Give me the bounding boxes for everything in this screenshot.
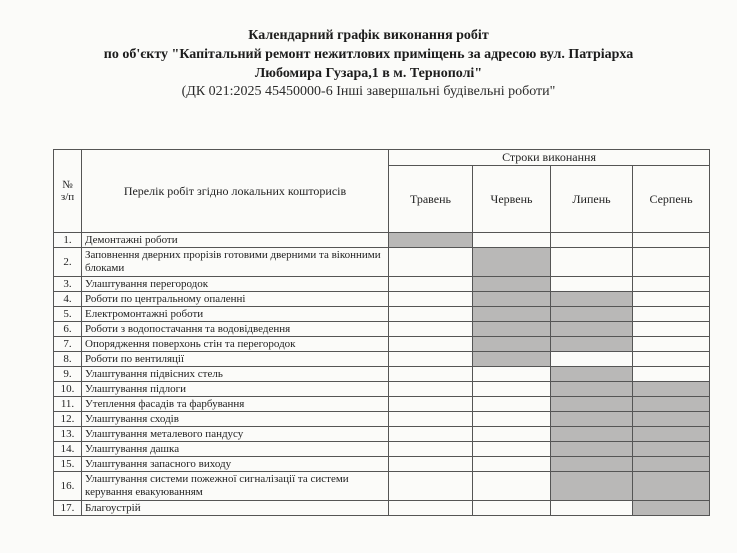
schedule-cell-august-active [633,457,710,472]
schedule-cell-august-active [633,412,710,427]
work-name: Заповнення дверних прорізів готовими дверними та віконними блоками [82,248,389,277]
schedule-cell-july-active [551,307,633,322]
schedule-cell-may [389,427,473,442]
schedule-cell-july-active [551,292,633,307]
row-number: 12. [54,412,82,427]
schedule-cell-may [389,472,473,501]
schedule-cell-august-active [633,442,710,457]
table-row [54,322,710,337]
schedule-cell-august [633,307,710,322]
row-number: 2. [54,248,82,277]
table-row [54,233,710,248]
column-header-terms: Строки виконання [389,150,710,166]
schedule-cell-august-active [633,427,710,442]
schedule-cell-august [633,367,710,382]
column-header-number-line2: з/п [60,191,75,203]
schedule-cell-july-active [551,322,633,337]
schedule-cell-june [473,382,551,397]
row-number: 5. [54,307,82,322]
schedule-cell-july [551,248,633,277]
work-name: Утеплення фасадів та фарбування [82,397,389,412]
schedule-cell-june [473,397,551,412]
schedule-cell-june-active [473,337,551,352]
schedule-cell-june-active [473,277,551,292]
schedule-cell-may [389,337,473,352]
schedule-cell-may [389,442,473,457]
work-name: Роботи з водопостачання та водовідведення [82,322,389,337]
schedule-cell-august-active [633,397,710,412]
table-row [54,352,710,367]
document-title-line-1: Календарний графік виконання робіт [248,28,489,43]
row-number: 11. [54,397,82,412]
schedule-cell-may [389,412,473,427]
work-name: Улаштування підлоги [82,382,389,397]
schedule-cell-june [473,367,551,382]
schedule-body [54,233,710,516]
table-row [54,427,710,442]
schedule-cell-june [473,457,551,472]
work-name: Електромонтажні роботи [82,307,389,322]
row-number: 15. [54,457,82,472]
schedule-cell-june [473,412,551,427]
document-subtitle: (ДК 021:2025 45450000-6 Інші завершальні будівельні роботи" [181,84,556,99]
row-number: 17. [54,501,82,516]
month-header-june: Червень [473,166,551,233]
schedule-cell-may [389,352,473,367]
table-row [54,307,710,322]
document-title-line-2: по об'єкту "Капітальний ремонт нежитлових приміщень за адресою вул. Патріарха [103,47,634,62]
schedule-cell-may [389,322,473,337]
work-name: Улаштування системи пожежної сигналізації та системи керування евакуюванням [82,472,389,501]
schedule-cell-may [389,248,473,277]
work-name: Демонтажні роботи [82,233,389,248]
row-number: 14. [54,442,82,457]
schedule-cell-july [551,233,633,248]
schedule-cell-august [633,337,710,352]
month-header-august: Серпень [633,166,710,233]
document-title-line-3: Любомира Гузара,1 в м. Тернополі" [254,66,483,81]
schedule-cell-july-active [551,457,633,472]
schedule-cell-july [551,277,633,292]
table-row [54,412,710,427]
schedule-cell-august-active [633,472,710,501]
schedule-cell-june [473,442,551,457]
schedule-cell-august [633,322,710,337]
table-row [54,382,710,397]
row-number: 7. [54,337,82,352]
column-header-number-line1: № [62,179,73,191]
schedule-cell-may [389,307,473,322]
schedule-cell-july [551,352,633,367]
work-name: Улаштування перегородок [82,277,389,292]
row-number: 16. [54,472,82,501]
row-number: 3. [54,277,82,292]
work-name: Улаштування дашка [82,442,389,457]
column-header-number [54,150,82,233]
schedule-cell-august [633,292,710,307]
row-number: 1. [54,233,82,248]
work-name: Опорядження поверхонь стін та перегородок [82,337,389,352]
schedule-cell-july-active [551,382,633,397]
schedule-cell-june-active [473,292,551,307]
schedule-table [53,149,710,516]
row-number: 6. [54,322,82,337]
schedule-cell-june [473,233,551,248]
column-header-works: Перелік робіт згідно локальних кошторисів [82,150,389,233]
table-row [54,277,710,292]
schedule-cell-may [389,277,473,292]
month-header-may: Травень [389,166,473,233]
work-name: Роботи по вентиляції [82,352,389,367]
schedule-cell-july-active [551,442,633,457]
schedule-cell-july-active [551,367,633,382]
schedule-cell-august [633,248,710,277]
schedule-cell-may [389,382,473,397]
row-number: 8. [54,352,82,367]
document-header [0,26,737,101]
table-row [54,442,710,457]
schedule-cell-june [473,427,551,442]
work-name: Улаштування запасного виходу [82,457,389,472]
table-row [54,501,710,516]
schedule-cell-may [389,367,473,382]
row-number: 9. [54,367,82,382]
schedule-cell-july-active [551,397,633,412]
table-row [54,248,710,277]
schedule-cell-may [389,501,473,516]
schedule-cell-may [389,457,473,472]
work-name: Улаштування металевого пандусу [82,427,389,442]
work-name: Роботи по центральному опаленні [82,292,389,307]
schedule-cell-august-active [633,382,710,397]
schedule-cell-june [473,472,551,501]
table-row [54,397,710,412]
schedule-cell-may-active [389,233,473,248]
schedule-cell-august [633,277,710,292]
table-row [54,337,710,352]
schedule-cell-july-active [551,337,633,352]
table-row [54,292,710,307]
month-header-july: Липень [551,166,633,233]
work-name: Улаштування сходів [82,412,389,427]
schedule-cell-july-active [551,412,633,427]
schedule-cell-july-active [551,427,633,442]
work-name: Благоустрій [82,501,389,516]
row-number: 10. [54,382,82,397]
schedule-cell-june-active [473,322,551,337]
schedule-cell-june-active [473,352,551,367]
table-row [54,367,710,382]
schedule-cell-may [389,292,473,307]
schedule-cell-june-active [473,307,551,322]
row-number: 13. [54,427,82,442]
schedule-cell-may [389,397,473,412]
schedule-cell-august [633,352,710,367]
schedule-cell-july-active [551,472,633,501]
schedule-cell-august-active [633,501,710,516]
schedule-cell-june-active [473,248,551,277]
schedule-cell-june [473,501,551,516]
schedule-cell-july [551,501,633,516]
row-number: 4. [54,292,82,307]
schedule-cell-august [633,233,710,248]
work-name: Улаштування підвісних стель [82,367,389,382]
table-row [54,457,710,472]
table-row [54,472,710,501]
